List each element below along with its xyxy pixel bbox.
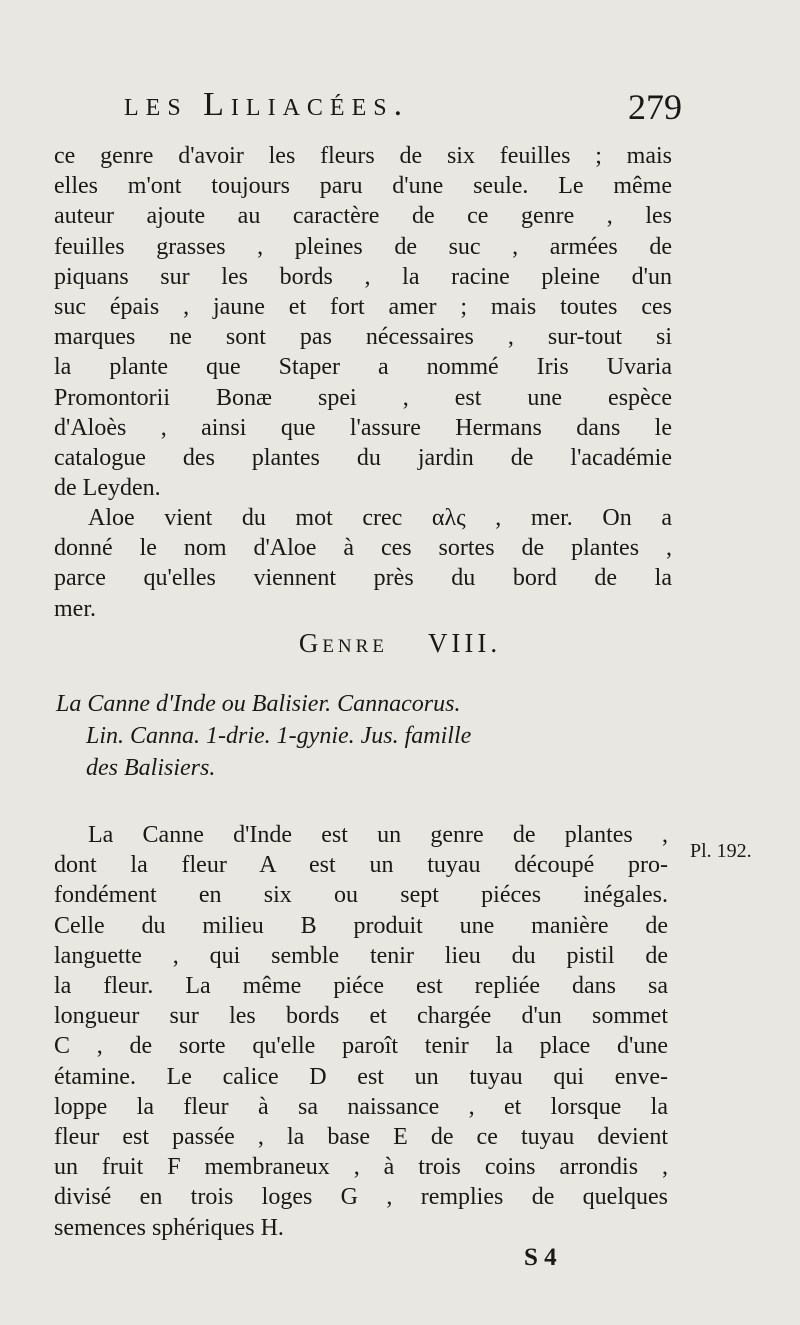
paragraph-canna-description: [54, 820, 668, 1243]
text-line: elles m'ont toujours paru d'une seule. Le même: [54, 173, 672, 200]
text-line: semences sphériques H.: [54, 1214, 284, 1241]
genre-word: Genre: [298, 628, 388, 658]
section-heading: [0, 628, 800, 659]
subtitle-line: des Balisiers.: [86, 755, 216, 781]
text-line: de Leyden.: [54, 475, 161, 502]
text-line: piquans sur les bords , la racine pleine d'un: [54, 263, 672, 290]
text-line: donné le nom d'Aloe à ces sortes de plantes ,: [54, 535, 672, 562]
paragraph-aloe-etymology: [54, 503, 672, 624]
text-line: Aloe vient du mot crec αλς , mer. On a: [88, 505, 672, 531]
text-line: fondément en six ou sept piéces inégales.: [54, 882, 668, 909]
text-line: mer.: [54, 595, 96, 622]
subtitle-line: Lin. Canna. 1-drie. 1-gynie. Jus. famille: [86, 723, 472, 749]
page-number: 279: [628, 87, 682, 127]
text-line: Celle du milieu B produit une manière de: [54, 912, 668, 939]
text-line: parce qu'elles viennent près du bord de la: [54, 565, 672, 592]
text-line: languette , qui semble tenir lieu du pistil de: [54, 942, 668, 969]
text-line: la fleur. La même piéce est repliée dans sa: [54, 973, 668, 1000]
page-header: [0, 86, 800, 136]
text-line: la plante que Staper a nommé Iris Uvaria: [54, 354, 672, 381]
text-line: divisé en trois loges G , remplies de quelques: [54, 1184, 668, 1211]
text-line: auteur ajoute au caractère de ce genre , les: [54, 203, 672, 230]
signature-mark: S 4: [524, 1244, 557, 1271]
text-line: longueur sur les bords et chargée d'un sommet: [54, 1003, 668, 1030]
paragraph-aloe-description: [54, 141, 672, 503]
text-line: marques ne sont pas nécessaires , sur-tout si: [54, 324, 672, 351]
text-line: suc épais , jaune et fort amer ; mais toutes ces: [54, 294, 672, 321]
text-line: un fruit F membraneux , à trois coins arrondis ,: [54, 1154, 668, 1181]
text-line: fleur est passée , la base E de ce tuyau devient: [54, 1124, 668, 1151]
subtitle-line: La Canne d'Inde ou Balisier. Cannacorus.: [56, 691, 461, 717]
text-line: C , de sorte qu'elle paroît tenir la place d'une: [54, 1033, 668, 1060]
text-line: catalogue des plantes du jardin de l'académie: [54, 445, 672, 472]
text-line: loppe la fleur à sa naissance , et lorsque la: [54, 1093, 668, 1120]
text-line: La Canne d'Inde est un genre de plantes ,: [88, 822, 668, 848]
genre-numeral: VIII.: [427, 628, 502, 658]
text-line: Promontorii Bonæ spei , est une espèce: [54, 384, 672, 411]
text-line: d'Aloès , ainsi que l'assure Hermans dans le: [54, 414, 672, 441]
plate-reference: Pl. 192.: [690, 840, 752, 862]
genus-subtitle: [56, 688, 676, 784]
text-line: feuilles grasses , pleines de suc , armées de: [54, 233, 672, 260]
text-line: ce genre d'avoir les fleurs de six feuilles ; mais: [54, 143, 672, 169]
text-line: dont la fleur A est un tuyau découpé pro-: [54, 852, 668, 879]
text-line: étamine. Le calice D est un tuyau qui enve-: [54, 1063, 668, 1090]
running-title: les Liliacées.: [124, 86, 410, 123]
